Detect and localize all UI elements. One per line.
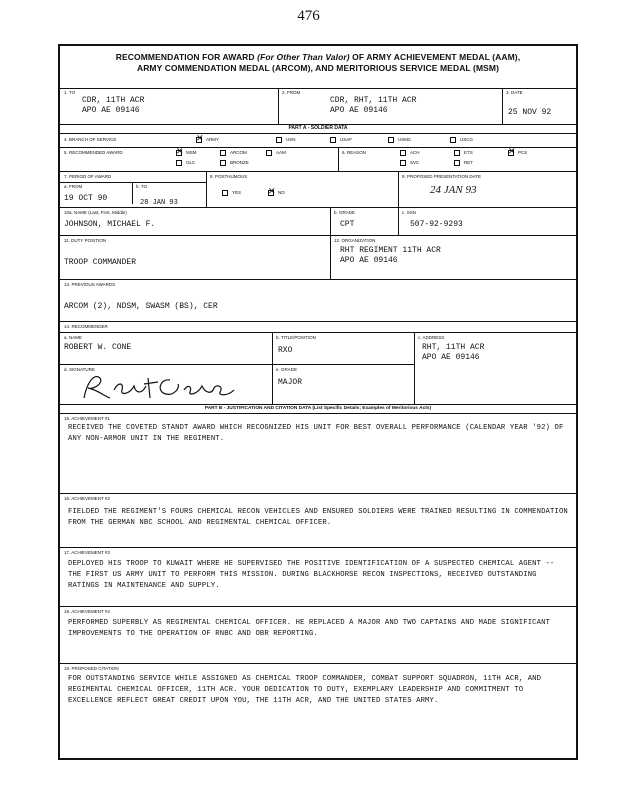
recommender-title-value: RXO xyxy=(278,346,293,355)
title-line2: ARMY COMMENDATION MEDAL (ARCOM), AND MERITORIOUS SERVICE MEDAL (MSM) xyxy=(136,63,500,73)
title-line1a: RECOMMENDATION FOR AWARD xyxy=(115,52,255,62)
organization-line1: RHT REGIMENT 11TH ACR xyxy=(340,246,441,255)
branch-usn-label: USN xyxy=(286,137,296,142)
divider xyxy=(132,182,133,204)
achievement-3-text: DEPLOYED HIS TROOP TO KUWAIT WHERE HE SUPERVISED THE POSITIVE IDENTIFICATION OF A SUSPECTED CHEMICAL AGENT -- THE FIRST US ARMY UNIT TO PERFORM THIS MISSION. DURING BLACKHORSE RECON INSPECTIONS, RECEIVED OUTSTANDING RATINGS IN MAINTENANCE AND SUPPLY. xyxy=(68,560,555,590)
award-aam-checkbox[interactable] xyxy=(266,150,272,156)
recommender-address-line1: RHT, 11TH ACR xyxy=(422,343,485,352)
reason-ach-label: ACH xyxy=(410,150,420,155)
award-olc-label: OLC xyxy=(186,160,196,165)
award-form xyxy=(58,44,578,760)
divider xyxy=(60,147,576,148)
divider xyxy=(398,207,399,235)
part-a-header: PART A - SOLDIER DATA xyxy=(288,125,348,131)
recommended-award-label: 5. RECOMMENDED AWARD xyxy=(64,150,123,155)
name-value: JOHNSON, MICHAEL F. xyxy=(64,220,156,229)
page-number: 476 xyxy=(297,8,320,24)
from-line2: APO AE 09146 xyxy=(330,106,388,115)
recommender-address-line2: APO AE 09146 xyxy=(422,353,480,362)
branch-usmc-label: USMC xyxy=(398,137,412,142)
award-bronze-checkbox[interactable] xyxy=(220,160,226,166)
divider xyxy=(206,171,207,207)
reason-svc-label: SVC xyxy=(410,160,420,165)
reason-ach-checkbox[interactable] xyxy=(400,150,406,156)
divider xyxy=(60,413,576,414)
divider xyxy=(60,364,415,365)
branch-uscg-checkbox[interactable] xyxy=(450,137,456,143)
from-line1: CDR, RHT, 11TH ACR xyxy=(330,96,417,105)
branch-army-label: ARMY xyxy=(206,137,220,142)
organization-label: 12. ORGANIZATION xyxy=(334,238,376,243)
recommender-header: 14. RECOMMENDER xyxy=(64,324,108,329)
divider xyxy=(60,235,576,236)
achievement-4-text: PERFORMED SUPERBLY AS REGIMENTAL CHEMICAL OFFICER. HE REPLACED A MAJOR AND TWO CAPTAINS AND MADE SIGNIFICANT IMPROVEMENTS TO THE OPERATION OF RNBC AND OBR REPORTING. xyxy=(68,619,551,638)
award-arcom-checkbox[interactable] xyxy=(220,150,226,156)
achievement-1-text: RECEIVED THE COVETED STANDT AWARD WHICH RECOGNIZED HIS UNIT FOR BEST OVERALL PERFORMANCE (CALENDAR YEAR '92) OF ANY NON-ARMOR UNIT IN THE REGIMENT. xyxy=(68,424,564,443)
recommender-grade-label: e. GRADE xyxy=(276,367,298,372)
period-label: 7. PERIOD OF AWARD xyxy=(64,174,112,179)
divider xyxy=(330,235,331,279)
branch-uscg-label: USCG xyxy=(460,137,474,142)
to-label: 1. TO xyxy=(64,90,76,95)
divider xyxy=(60,321,576,322)
divider xyxy=(338,147,339,171)
recommender-name-label: a. NAME xyxy=(64,335,83,340)
divider xyxy=(502,88,503,124)
reason-ets-checkbox[interactable] xyxy=(454,150,460,156)
previous-awards-label: 13. PREVIOUS AWARDS xyxy=(64,282,116,287)
period-to-value: 28 JAN 93 xyxy=(140,199,178,207)
to-line2: APO AE 09146 xyxy=(82,106,140,115)
award-aam-label: AAM xyxy=(276,150,286,155)
achievement-2-text: FIELDED THE REGIMENT'S FOURS CHEMICAL RECON VEHICLES AND ENSURED SOLDIERS WERE TRAINED RESULTING IN COMMENDATION FROM THE GERMAN NBC SCHOOL AND REGIMENTAL CHEMICAL OFFICER. xyxy=(68,508,568,527)
part-b-header: PART B - JUSTIFICATION AND CITATION DATA (List Specific Details; Examples of Meritorious Acts) xyxy=(204,406,432,411)
reason-pcs-label: PCS xyxy=(518,150,528,155)
previous-awards-value: ARCOM (2), NDSM, SWASM (BS), CER xyxy=(64,302,218,311)
posthumous-yes-label: YES xyxy=(232,190,242,195)
recommender-address-label: c. ADDRESS xyxy=(418,335,445,340)
period-from-label: a. FROM xyxy=(64,184,83,189)
award-bronze-label: BRONZE xyxy=(230,160,249,165)
period-to-label: b. TO xyxy=(136,184,148,189)
presentation-date-label: 9. PROPOSED PRESENTATION DATE xyxy=(402,174,482,179)
citation-text: FOR OUTSTANDING SERVICE WHILE ASSIGNED AS CHEMICAL TROOP COMMANDER, COMBAT SUPPORT SQUADRON, 11TH ACR, AND REGIMENTAL CHEMICAL OFFICER, 11TH ACR. YOUR DEDICATION TO DUTY, EXEMPLARY LEADERSHIP AND COMMITMENT TO EXCELLENCE REFLECT GREAT CREDIT UPON YOU, THE 11TH ACR, AND THE UNITED STATES ARMY. xyxy=(68,675,542,705)
ssn-value: 507-92-9293 xyxy=(410,220,463,229)
posthumous-label: 8. POSTHUMOUS xyxy=(210,174,248,179)
citation-label: 19. PROPOSED CITATION xyxy=(64,666,119,671)
divider xyxy=(60,663,576,664)
name-label: 10a. NAME (Last, First, Middle) xyxy=(64,210,127,215)
branch-usaf-label: USAF xyxy=(340,137,353,142)
award-msm-label: MSM xyxy=(186,150,197,155)
date-label: 3. DATE xyxy=(506,90,523,95)
ssn-label: c. SSN xyxy=(402,210,417,215)
branch-label: 4. BRANCH OF SERVICE xyxy=(64,137,117,142)
period-from-value: 19 OCT 90 xyxy=(64,194,108,203)
posthumous-no-checkbox[interactable] xyxy=(268,190,274,196)
grade-label: b. GRADE xyxy=(334,210,356,215)
achievement-1-label: 15. ACHIEVEMENT #1 xyxy=(64,416,110,421)
achievement-2-label: 16. ACHIEVEMENT #2 xyxy=(64,496,110,501)
divider xyxy=(398,171,399,207)
divider xyxy=(60,133,576,134)
divider xyxy=(278,88,279,124)
divider xyxy=(414,332,415,404)
signature-label: d. SIGNATURE xyxy=(64,367,95,372)
award-msm-checkbox[interactable] xyxy=(176,150,182,156)
recommender-grade-value: MAJOR xyxy=(278,378,303,387)
reason-svc-checkbox[interactable] xyxy=(400,160,406,166)
date-value: 25 NOV 92 xyxy=(508,108,552,117)
organization-line2: APO AE 09146 xyxy=(340,256,398,265)
recommender-name-value: ROBERT W. CONE xyxy=(64,343,132,352)
duty-label: 11. DUTY POSITION xyxy=(64,238,107,243)
title-line1c: OF ARMY ACHIEVEMENT MEDAL (AAM), xyxy=(352,52,521,62)
title-line1b: (For Other Than Valor) xyxy=(257,52,350,62)
divider xyxy=(60,279,576,280)
divider xyxy=(60,171,576,172)
divider xyxy=(60,547,576,548)
branch-usmc-checkbox[interactable] xyxy=(388,137,394,143)
divider xyxy=(60,207,576,208)
divider xyxy=(272,332,273,404)
presentation-date-value: 24 JAN 93 xyxy=(430,184,477,196)
signature-image xyxy=(74,368,244,404)
branch-usn-checkbox[interactable] xyxy=(276,137,282,143)
award-arcom-label: ARCOM xyxy=(230,150,247,155)
divider xyxy=(60,88,576,89)
divider xyxy=(60,332,576,333)
reason-pcs-checkbox[interactable] xyxy=(508,150,514,156)
form-title xyxy=(60,52,576,74)
posthumous-no-label: NO xyxy=(278,190,285,195)
divider xyxy=(330,207,331,235)
achievement-4-label: 18. ACHIEVEMENT #4 xyxy=(64,609,110,614)
reason-ret-label: RET xyxy=(464,160,473,165)
posthumous-yes-checkbox[interactable] xyxy=(222,190,228,196)
reason-ret-checkbox[interactable] xyxy=(454,160,460,166)
achievement-3-label: 17. ACHIEVEMENT #3 xyxy=(64,550,110,555)
from-label: 2. FROM xyxy=(282,90,301,95)
reason-ets-label: ETS xyxy=(464,150,473,155)
recommender-title-label: b. TITLE/POSITION xyxy=(276,335,316,340)
divider xyxy=(60,606,576,607)
grade-value: CPT xyxy=(340,220,355,229)
divider xyxy=(60,182,206,183)
to-line1: CDR, 11TH ACR xyxy=(82,96,145,105)
divider xyxy=(60,493,576,494)
award-olc-checkbox[interactable] xyxy=(176,160,182,166)
branch-army-checkbox[interactable] xyxy=(196,137,202,143)
reason-label: 6. REASON xyxy=(342,150,367,155)
branch-usaf-checkbox[interactable] xyxy=(330,137,336,143)
duty-value: TROOP COMMANDER xyxy=(64,258,137,267)
